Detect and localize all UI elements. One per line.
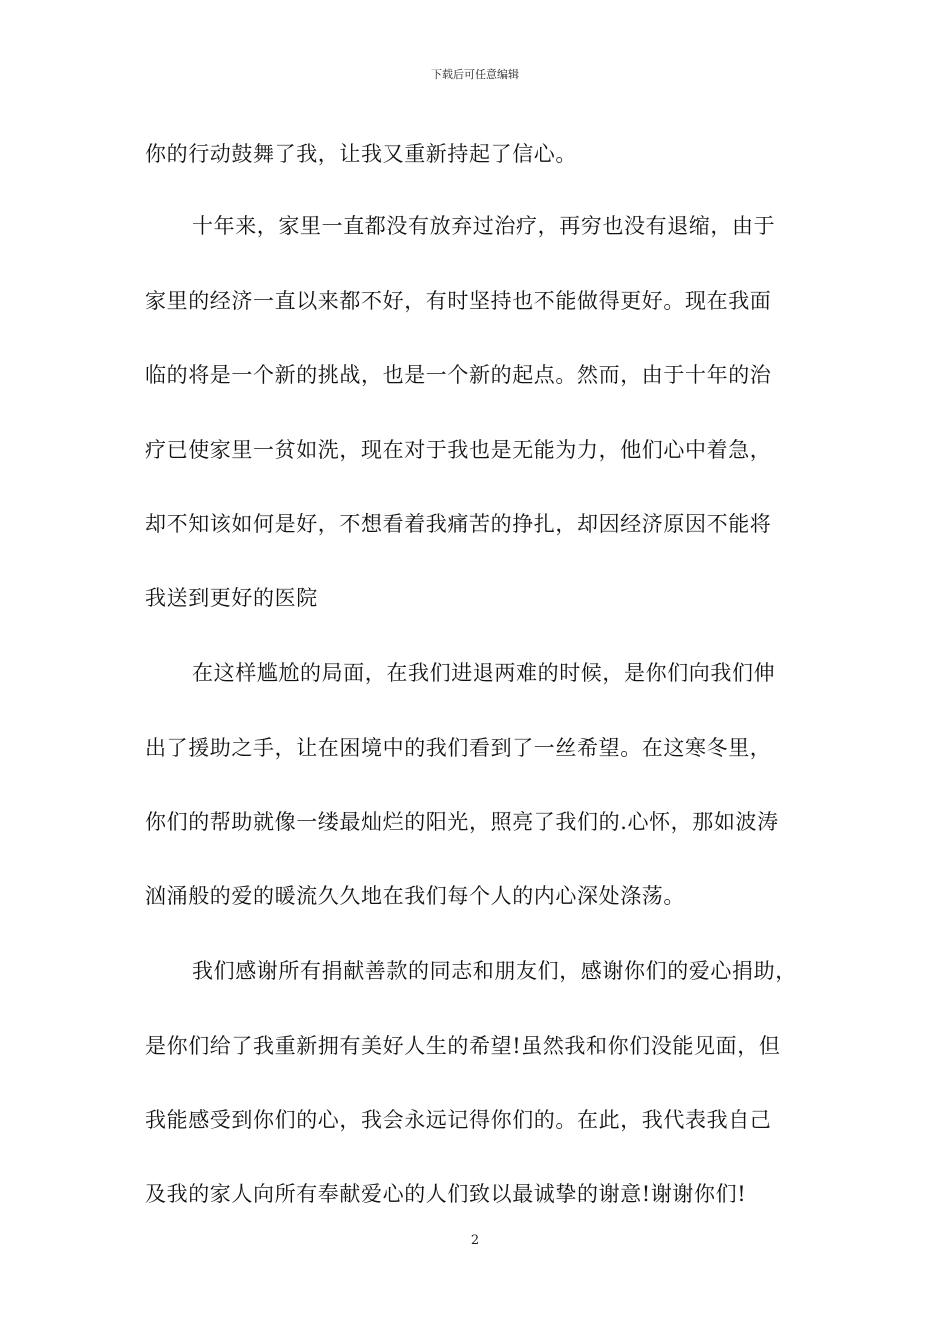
text-line: 你的行动鼓舞了我，让我又重新持起了信心。	[145, 142, 577, 166]
paragraph-first-line: 十年来，家里一直都没有放弃过治疗，再穷也没有退缩，由于	[192, 214, 776, 238]
text-line: 却不知该如何是好，不想看着我痛苦的挣扎，却因经济原因不能将	[145, 512, 772, 536]
text-line: 你们的帮助就像一缕最灿烂的阳光，照亮了我们的.心怀，那如波涛	[145, 810, 779, 834]
page-number: 2	[470, 1233, 480, 1248]
paragraph-first-line: 我们感谢所有捐献善款的同志和朋友们，感谢你们的爱心捐助，	[192, 959, 797, 983]
paragraph-first-line: 在这样尴尬的局面，在我们进退两难的时候，是你们向我们伸	[192, 661, 776, 685]
text-line: 家里的经济一直以来都不好，有时坚持也不能做得更好。现在我面	[145, 289, 772, 313]
text-line: 疗已使家里一贫如洗，现在对于我也是无能为力，他们心中着急，	[145, 438, 772, 462]
text-line: 及我的家人向所有奉献爱心的人们致以最诚挚的谢意!谢谢你们!	[145, 1182, 747, 1206]
text-line: 是你们给了我重新拥有美好人生的希望!虽然我和你们没能见面，但	[145, 1034, 781, 1058]
text-line: 汹涌般的爱的暖流久久地在我们每个人的内心深处涤荡。	[145, 884, 685, 908]
text-line: 我送到更好的医院	[145, 586, 318, 610]
text-line: 我能感受到你们的心，我会永远记得你们的。在此，我代表我自己	[145, 1108, 772, 1132]
page-header: 下载后可任意编辑	[431, 68, 519, 81]
text-line: 出了援助之手，让在困境中的我们看到了一丝希望。在这寒冬里，	[145, 736, 772, 760]
text-line: 临的将是一个新的挑战，也是一个新的起点。然而，由于十年的治	[145, 363, 772, 387]
